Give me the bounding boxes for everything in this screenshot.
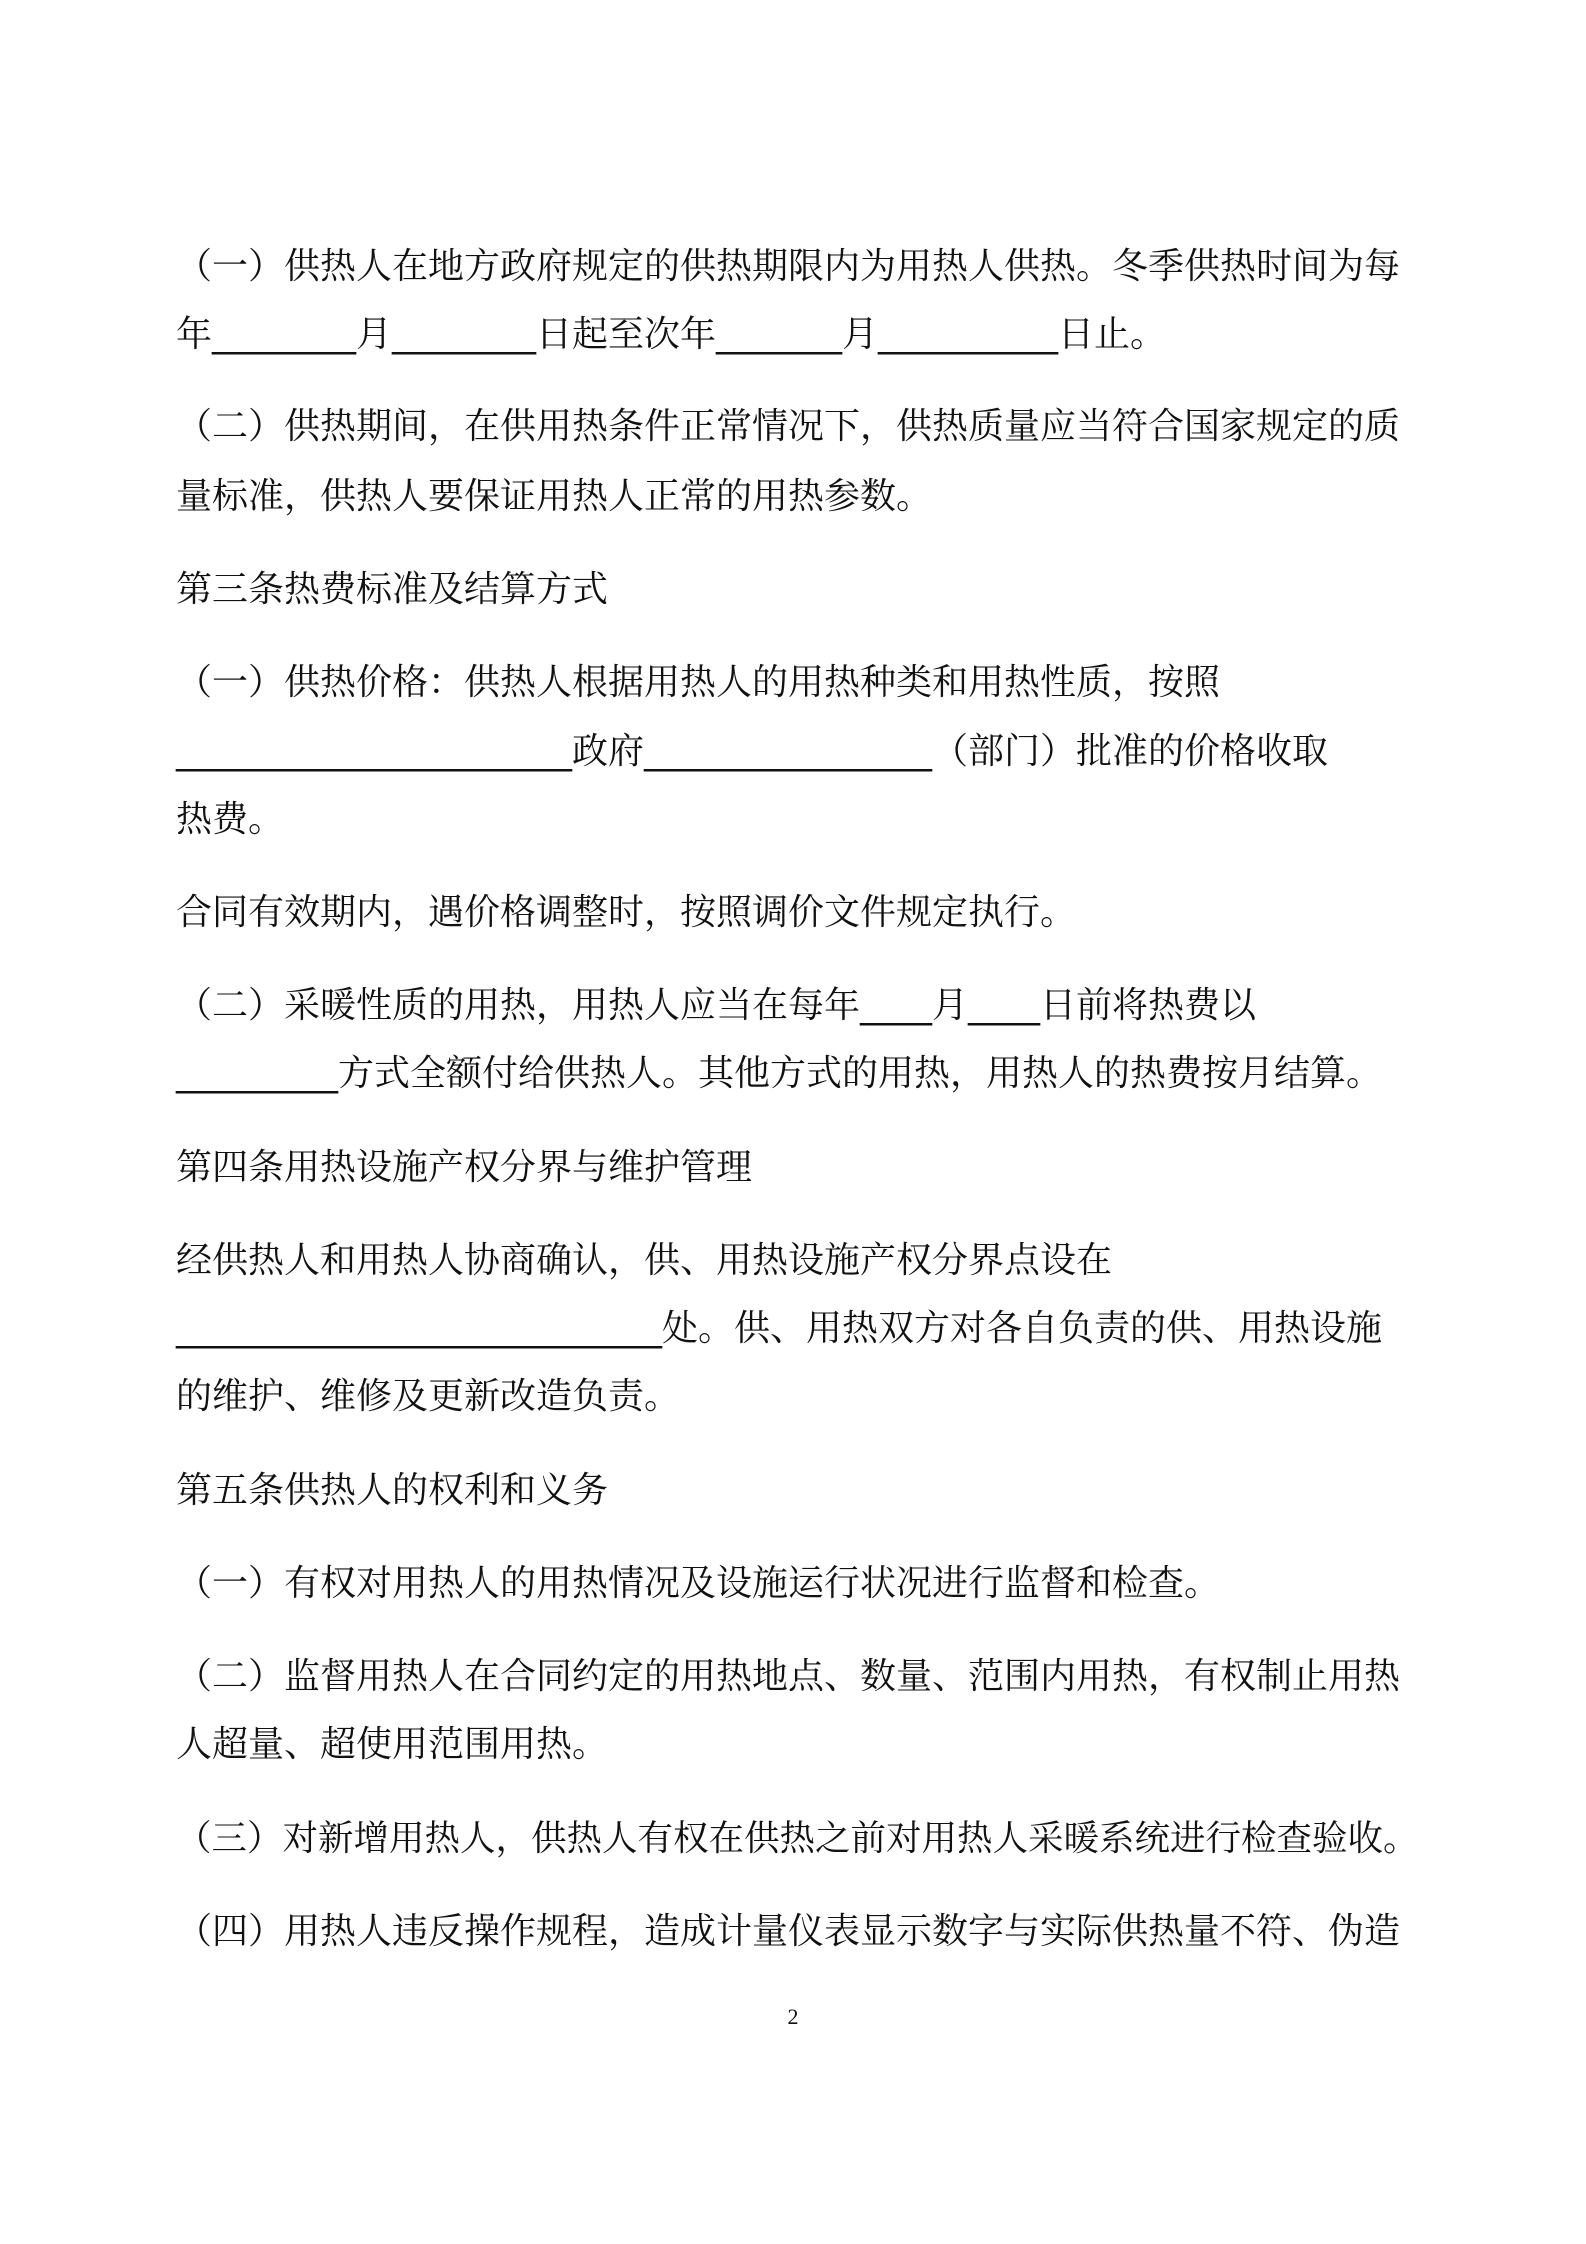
text-line: 年________月________日起至次年_______月__________日止。 [176,314,1167,355]
text-line: 人超量、超使用范围用热。 [176,1724,609,1765]
text-line: 的维护、维修及更新改造负责。 [176,1376,681,1417]
text-line: ___________________________处。供、用热双方对各自负责的供、用热设施 [176,1308,1383,1349]
text-line: （一）供热价格：供热人根据用热人的用热种类和用热性质，按照 [176,662,1221,703]
section-heading: 第三条热费标准及结算方式 [176,569,609,610]
text-line: 经供热人和用热人协商确认，供、用热设施产权分界点设在 [176,1240,1113,1281]
text-line: （一）供热人在地方政府规定的供热期限内为用热人供热。冬季供热时间为每 [176,246,1401,287]
text-line: ______________________政府________________（部门）批准的价格收取 [176,731,1329,772]
section-heading: 第五条供热人的权利和义务 [176,1470,609,1511]
text-line: （三）对新增用热人，供热人有权在供热之前对用热人采暖系统进行检查验收。 [176,1818,1419,1859]
text-line: （二）供热期间，在供用热条件正常情况下，供热质量应当符合国家规定的质 [176,406,1401,447]
text-line: _________方式全额付给供热人。其他方式的用热，用热人的热费按月结算。 [176,1053,1383,1094]
text-line: 合同有效期内，遇价格调整时，按照调价文件规定执行。 [176,892,1077,933]
text-line: （二）采暖性质的用热，用热人应当在每年____月____日前将热费以 [176,985,1257,1026]
page-number: 2 [787,2004,799,2029]
text-line: 热费。 [176,799,285,840]
text-line: （四）用热人违反操作规程，造成计量仪表显示数字与实际供热量不符、伪造 [176,1911,1401,1952]
text-line: （二）监督用热人在合同约定的用热地点、数量、范围内用热，有权制止用热 [176,1656,1401,1697]
section-heading: 第四条用热设施产权分界与维护管理 [176,1147,753,1188]
text-line: 量标准，供热人要保证用热人正常的用热参数。 [176,476,933,517]
text-line: （一）有权对用热人的用热情况及设施运行状况进行监督和检查。 [176,1563,1221,1604]
